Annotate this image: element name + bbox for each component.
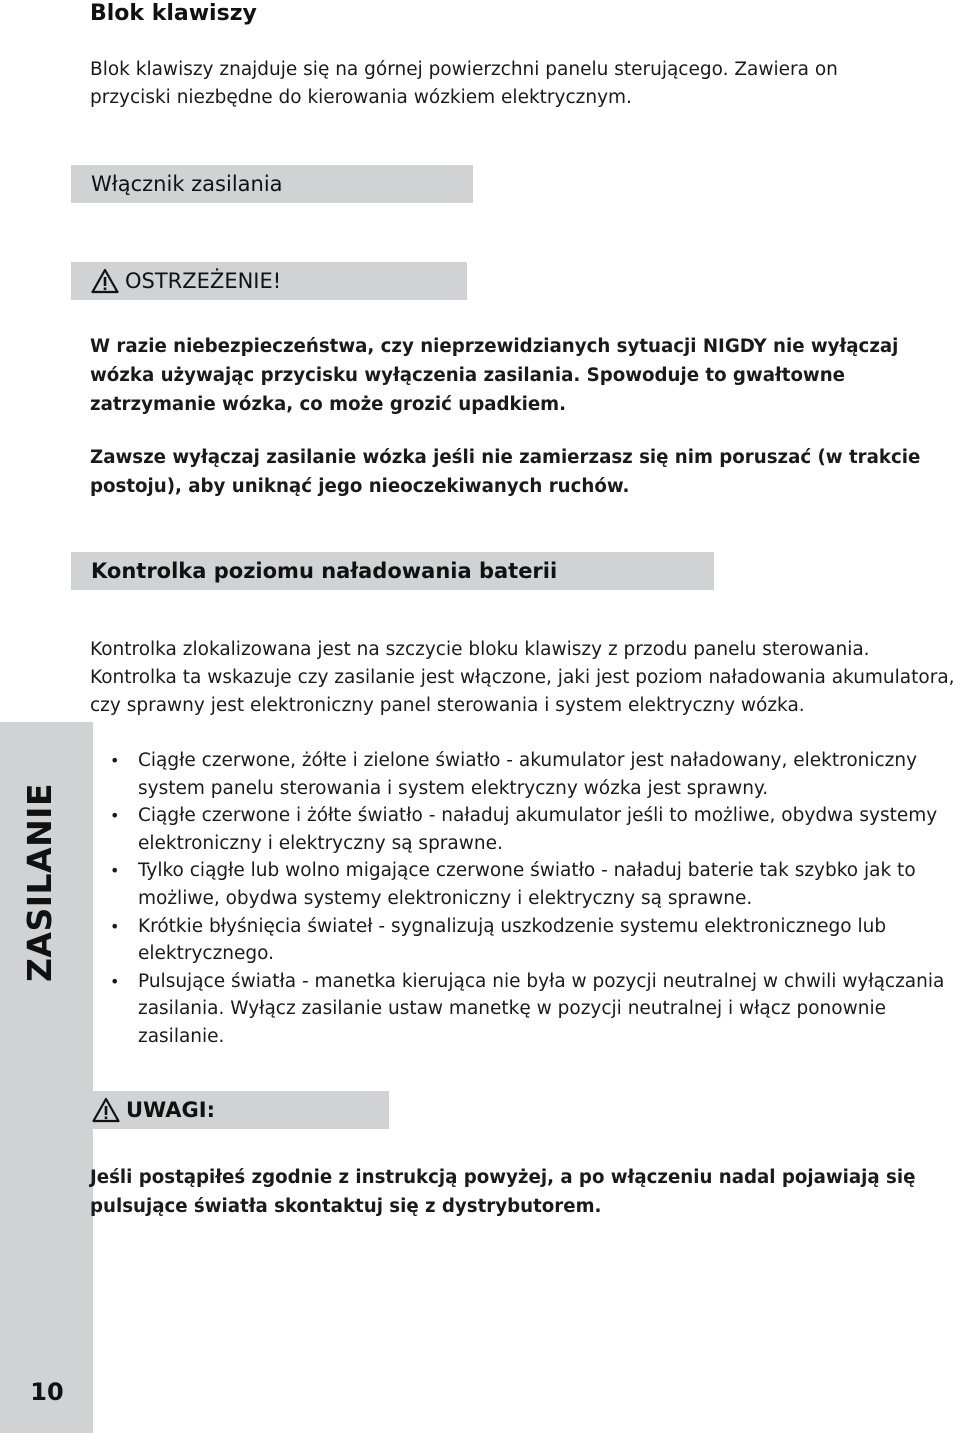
bullet-glyph: •: [110, 751, 120, 770]
section-title-keypad: Blok klawiszy: [90, 1, 257, 26]
section-bar-battery-indicator: [71, 552, 714, 590]
list-item-text: Tylko ciągłe lub wolno migające czerwone światło - naładuj baterie tak szybko jak to możliwe, obydwa systemy elektroniczny i elektryczny są sprawne.: [138, 860, 916, 909]
warning-paragraph-1: W razie niebezpieczeństwa, czy nieprzewidzianych sytuacji NIGDY nie wyłączaj wózka używając przycisku wyłączenia zasilania. Spowoduje to gwałtowne zatrzymanie wózka, co może grozić upadkiem.: [90, 336, 899, 415]
bullet-glyph: •: [110, 861, 120, 881]
list-item: [108, 968, 958, 1051]
battery-indicator-list: [108, 747, 958, 1051]
warning-triangle-icon: [91, 268, 119, 294]
battery-indicator-title: Kontrolka poziomu naładowania baterii: [91, 559, 558, 583]
page-number: 10: [30, 1378, 64, 1406]
list-item: [108, 802, 958, 857]
list-item-text: Ciągłe czerwone i żółte światło - naładuj akumulator jeśli to możliwe, obydwa systemy elektroniczny i elektryczny są sprawne.: [138, 805, 938, 854]
bullet-glyph: •: [110, 806, 120, 826]
list-item: [108, 913, 958, 968]
notes-label: UWAGI:: [126, 1098, 215, 1122]
warning-label: OSTRZEŻENIE!: [125, 269, 282, 293]
keypad-paragraph: Blok klawiszy znajduje się na górnej powierzchni panelu sterującego. Zawiera on przyciski niezbędne do kierowania wózkiem elektrycznym.: [90, 59, 838, 108]
power-switch-title: Włącznik zasilania: [91, 172, 283, 196]
section-bar-notes: [90, 1091, 389, 1129]
bullet-glyph: •: [110, 916, 120, 936]
list-item-text: Ciągłe czerwone, żółte i zielone światło - akumulator jest naładowany, elektroniczny system panelu sterowania i system elektryczny wózka jest sprawny.: [138, 750, 918, 799]
battery-indicator-paragraph: Kontrolka zlokalizowana jest na szczycie bloku klawiszy z przodu panelu sterowania. Kontrolka ta wskazuje czy zasilanie jest włączone, jaki jest poziom naładowania akumulatora, czy sprawny jest elektroniczny panel sterowania i system elektryczny wózka.: [90, 639, 955, 716]
section-bar-power-switch: [71, 165, 473, 203]
notes-paragraph: Jeśli postąpiłeś zgodnie z instrukcją powyżej, a po włączeniu nadal pojawiają się pulsujące światła skontaktuj się z dystrybutorem.: [90, 1167, 916, 1217]
warning-triangle-icon: [92, 1097, 120, 1123]
list-item: [108, 747, 958, 802]
list-item-text: Pulsujące światła - manetka kierująca nie była w pozycji neutralnej w chwili wyłączania zasilania. Wyłącz zasilanie ustaw manetkę w pozycji neutralnej i włącz ponownie zasilanie.: [138, 970, 945, 1047]
bullet-glyph: •: [110, 971, 120, 991]
side-tab-label: [10, 782, 70, 983]
warning-paragraph-2: Zawsze wyłączaj zasilanie wózka jeśli nie zamierzasz się nim poruszać (w trakcie postoju), aby uniknąć jego nieoczekiwanych ruchów.: [90, 447, 921, 497]
list-item: [108, 857, 958, 912]
section-bar-warning: [71, 262, 467, 300]
side-tab-label-text: ZASILANIE: [20, 782, 60, 983]
list-item-text: Krótkie błyśnięcia świateł - sygnalizują uszkodzenie systemu elektronicznego lub elektrycznego.: [138, 915, 887, 965]
